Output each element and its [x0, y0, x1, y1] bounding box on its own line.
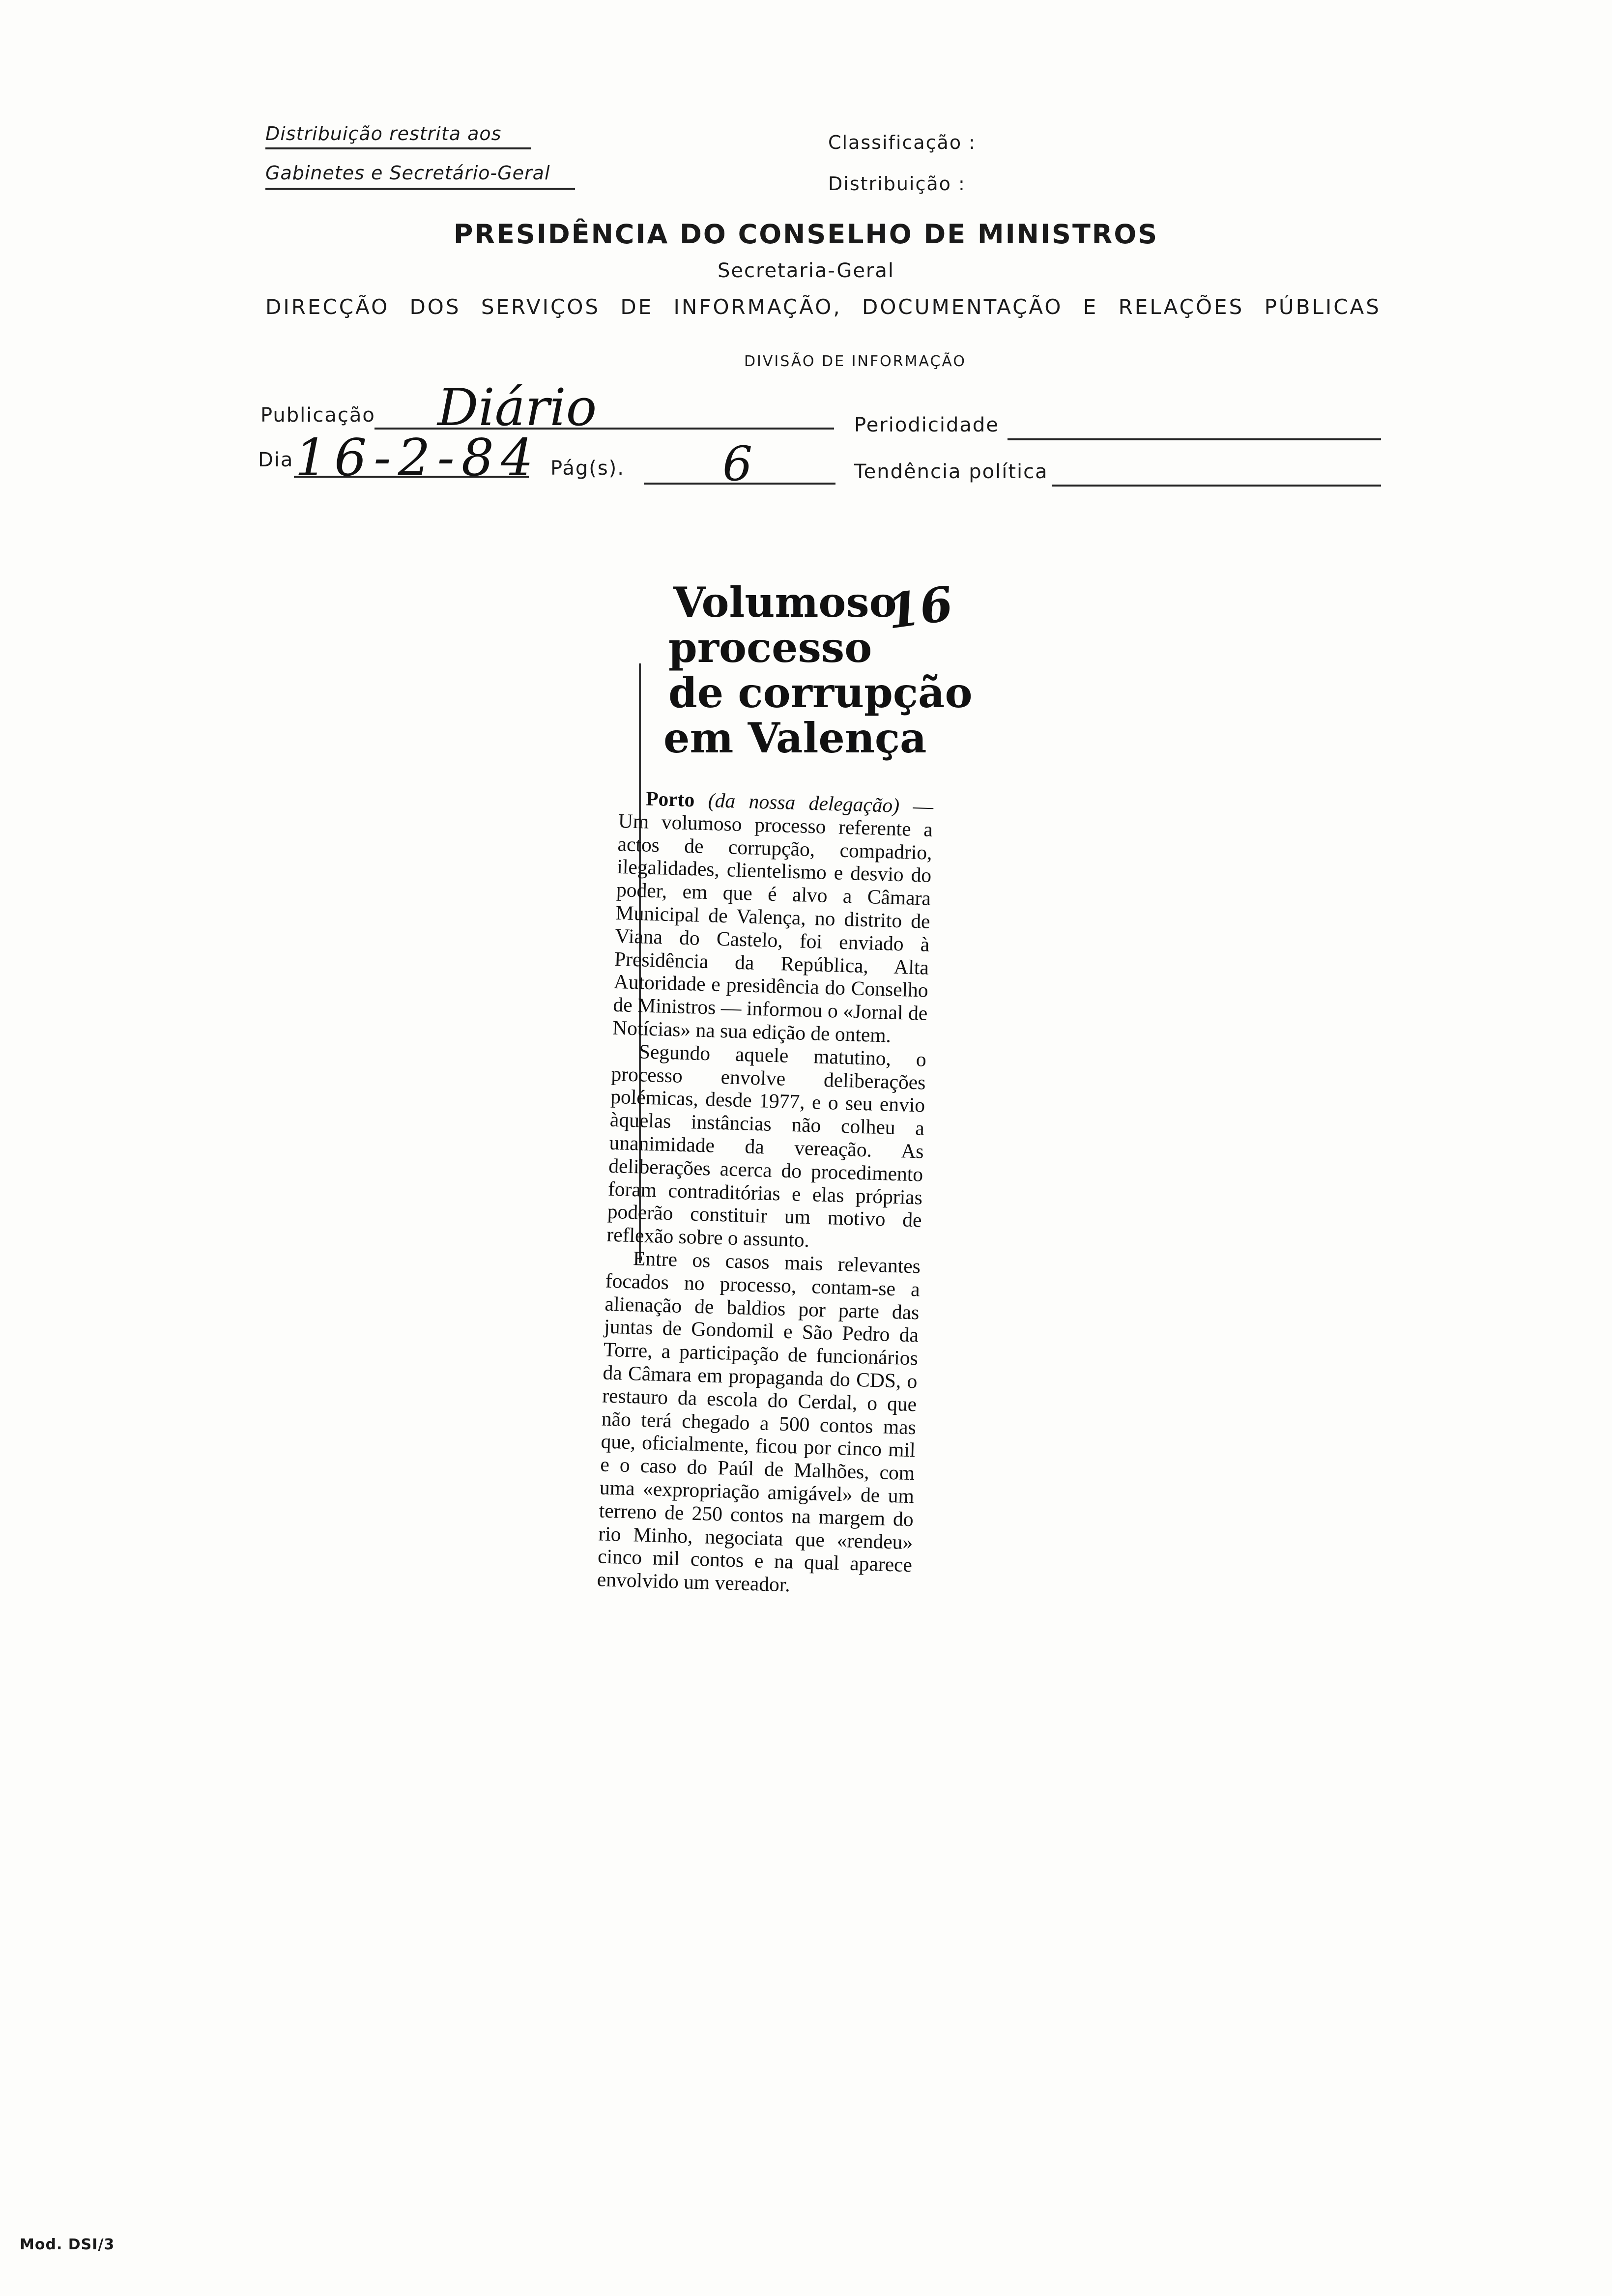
publicacao-handwritten: Diário: [437, 377, 597, 437]
direccao-word: DE: [620, 295, 654, 319]
paragraph-text: — Um volumoso processo referente a actos de corrupção, compadrio, ilegalidades, clientelismo e desvio do poder, em que é alvo a Câmara Municipal de Valença, no distrito de Viana do Castelo, foi enviado à Presidência da República, Alta Autoridade e presidência do Conselho de Ministros — informou o «Jornal de Notícias» na sua edição de ontem.: [612, 794, 934, 1047]
headline-line: de corrupção: [668, 668, 973, 717]
newspaper-clipping: [590, 575, 993, 2054]
classificacao-label: Classificação :: [828, 132, 976, 153]
tendencia-rule: [1052, 485, 1381, 487]
article-paragraph: Segundo aquele matutino, o processo envolve deliberações polémicas, desde 1977, e o seu envio àquelas instâncias não colheu a unanimidade da vereação. As deliberações acerca do procedimento foram contraditórias e elas próprias poderão constituir um motivo de reflexão sobre o assunto.: [606, 1040, 927, 1252]
lead-source: (da nossa delegação): [708, 789, 900, 817]
direccao-word: DOS: [409, 295, 461, 319]
dia-handwritten: 16-2-84: [295, 428, 541, 488]
article-paragraph: [612, 786, 934, 1048]
periodicidade-rule: [1008, 438, 1381, 440]
article-paragraph: Entre os casos mais relevantes focados no processo, contam-se a alienação de baldios por parte das juntas de Gondomil e São Pedro da Torre, a participação de funcionários da Câmara em propaganda do CDS, o restauro da escola do Cerdal, o que não terá chegado a 500 contos mas que, oficialmente, ficou por cinco mil e o caso do Paúl de Malhões, com uma «expropriação amigável» de um terreno de 250 contos na margem do rio Minho, negociata que «rendeu» cinco mil contos e na qual aparece envolvido um vereador.: [597, 1247, 921, 1596]
direccao-word: PÚBLICAS: [1264, 295, 1381, 319]
publicacao-label: Publicação: [260, 404, 375, 427]
pags-label: Pág(s).: [550, 457, 625, 480]
page-subtitle: Secretaria-Geral: [717, 259, 894, 282]
direccao-line: [265, 295, 1381, 319]
restricted-distribution-line2: Gabinetes e Secretário-Geral: [265, 162, 550, 184]
restricted-underline-2: [265, 188, 575, 190]
direccao-word: SERVIÇOS: [481, 295, 601, 319]
form-model-code: Mod. DSI/3: [20, 2236, 115, 2253]
headline-line: Volumoso: [673, 578, 897, 627]
restricted-underline-1: [265, 147, 531, 149]
direccao-word: E: [1083, 295, 1098, 319]
distribuicao-label: Distribuição :: [828, 173, 966, 195]
direccao-word: INFORMAÇÃO,: [673, 295, 842, 319]
headline-line: processo: [668, 623, 872, 672]
periodicidade-label: Periodicidade: [854, 414, 999, 436]
restricted-distribution-line1: Distribuição restrita aos: [265, 123, 502, 144]
divisao-label: DIVISÃO DE INFORMAÇÃO: [744, 353, 967, 370]
page-title: PRESIDÊNCIA DO CONSELHO DE MINISTROS: [453, 219, 1159, 250]
direccao-word: DIRECÇÃO: [265, 295, 390, 319]
handwritten-page-mark: 16: [883, 575, 956, 640]
direccao-word: DOCUMENTAÇÃO: [862, 295, 1063, 319]
direccao-word: RELAÇÕES: [1118, 295, 1244, 319]
dia-label: Dia: [258, 449, 294, 471]
headline-line: em Valença: [663, 714, 927, 762]
article-body: [597, 786, 933, 1600]
tendencia-label: Tendência política: [854, 460, 1048, 483]
lead-location: Porto: [645, 787, 695, 811]
pags-handwritten: 6: [722, 436, 753, 491]
